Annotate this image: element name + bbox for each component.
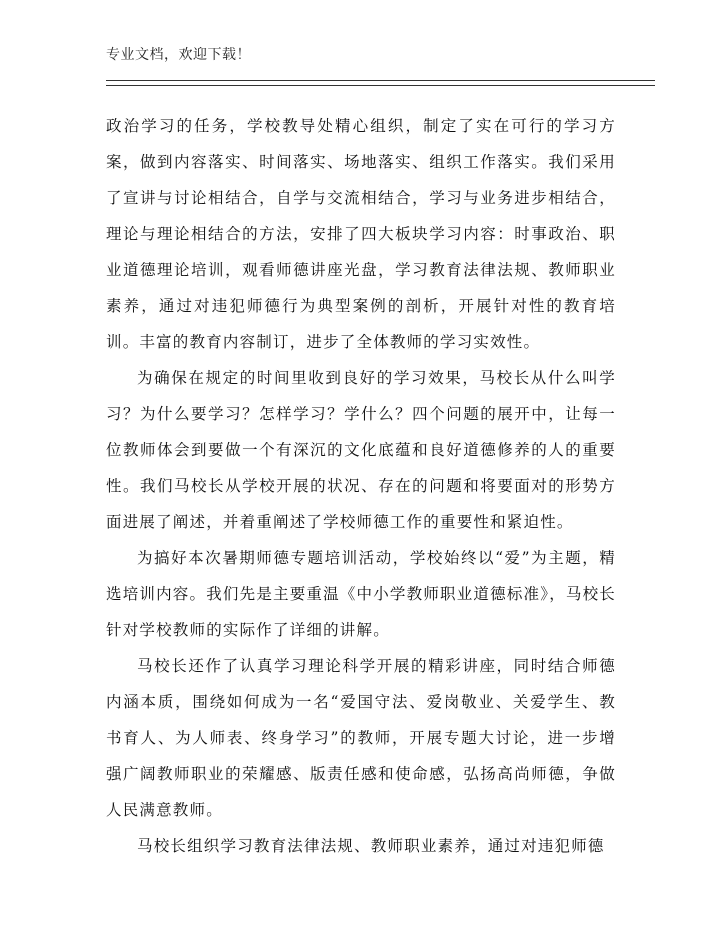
paragraph-4: 马校长还作了认真学习理论科学开展的精彩讲座，同时结合师德内涵本质，围绕如何成为一名“爱国守法、爱岗敬业、关爱学生、教书育人、为人师表、终身学习”的教师，开展专题大讨论，进一步增强广阔教师职业的荣耀感、版责任感和使命感，弘扬高尚师德，争做人民满意教师。	[106, 657, 616, 819]
document-body	[106, 108, 616, 864]
paragraph-1: 政治学习的任务，学校教导处精心组织，制定了实在可行的学习方案，做到内容落实、时间落实、场地落实、组织工作落实。我们采用了宣讲与讨论相结合，自学与交流相结合，学习与业务进步相结合，理论与理论相结合的方法，安排了四大板块学习内容：时事政治、职业道德理论培训，观看师德讲座光盘，学习教育法律法规、教师职业素养，通过对违犯师德行为典型案例的剖析，开展针对性的教育培训。丰富的教育内容制订，进步了全体教师的学习实效性。	[106, 117, 616, 351]
page-header-text: 专业文档，欢迎下载！	[106, 47, 251, 63]
paragraph-2: 为确保在规定的时间里收到良好的学习效果，马校长从什么叫学习？为什么要学习？怎样学习？学什么？四个问题的展开中，让每一位教师体会到要做一个有深沉的文化底蕴和良好道德修养的人的重要性。我们马校长从学校开展的状况、存在的问题和将要面对的形势方面进展了阐述，并着重阐述了学校师德工作的重要性和紧迫性。	[106, 369, 616, 531]
paragraph-3: 为搞好本次暑期师德专题培训活动，学校始终以“爱”为主题，精选培训内容。我们先是主要重温《中小学教师职业道德标准》，马校长针对学校教师的实际作了详细的讲解。	[106, 549, 616, 639]
paragraph-5: 马校长组织学习教育法律法规、教师职业素养，通过对违犯师德	[137, 837, 605, 855]
header-divider	[106, 80, 655, 86]
